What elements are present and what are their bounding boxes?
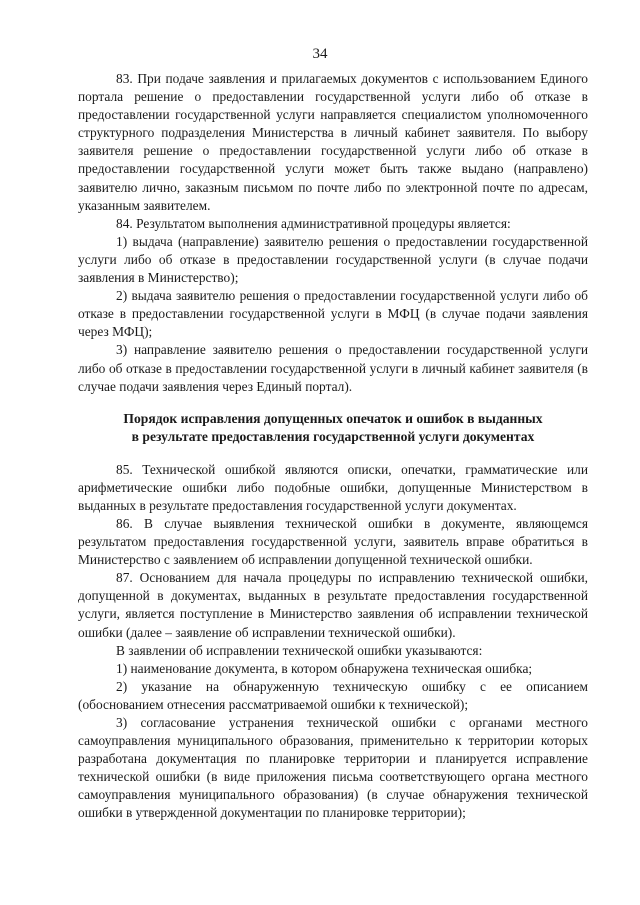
- paragraph-86: 86. В случае выявления технической ошибки в документе, являющемся результатом предоставления государственной услуги, заявитель вправе обратиться в Министерство с заявлением об исправлении допущенной технической ошибки.: [78, 515, 588, 568]
- paragraph-87-item-3: 3) согласование устранения технической ошибки с органами местного самоуправления муниципального образования, применительно к территории которых разработана документация по планировке территории и планируется исправление технической ошибки (в виде приложения письма соответствующего органа местного самоуправления муниципального образования) (в случае обнаружения технической ошибки в утвержденной документации по планировке территории);: [78, 715, 588, 821]
- section-heading-line-2: в результате предоставления государственной услуги документах: [131, 429, 535, 445]
- paragraph-84-item-1: 1) выдача (направление) заявителю решения о предоставлении государственной услуги либо об отказе в предоставлении государственной услуги (в случае подачи заявления в Министерство);: [78, 233, 588, 286]
- section-heading: [78, 410, 588, 447]
- paragraph-84: 84. Результатом выполнения административной процедуры является:: [116, 215, 511, 231]
- section-heading-line-1: Порядок исправления допущенных опечаток и ошибок в выданных: [123, 410, 543, 426]
- paragraph-87: 87. Основанием для начала процедуры по исправлению технической ошибки, допущенной в документах, выданных в результате предоставления государственной услуги, является поступление в Министерство заявления об исправлении технической ошибки (далее – заявление об исправлении технической ошибки).: [78, 570, 588, 640]
- paragraph-87-item-1: 1) наименование документа, в котором обнаружена техническая ошибка;: [116, 660, 533, 676]
- page-number: 34: [312, 46, 328, 62]
- paragraph-85: 85. Технической ошибкой являются описки, опечатки, грамматические или арифметические ошибки либо подобные ошибки, допущенные Министерством в выданных в результате предоставления государственной услуги документах.: [78, 461, 588, 513]
- paragraph-84-item-3: 3) направление заявителю решения о предоставлении государственной услуги либо об отказе в предоставлении государственной услуги в личный кабинет заявителя (в случае подачи заявления через Единый портал).: [78, 342, 588, 394]
- paragraph-84-item-2: 2) выдача заявителю решения о предоставлении государственной услуги либо об отказе в предоставлении государственной услуги в МФЦ (в случае подачи заявления через МФЦ);: [78, 288, 588, 340]
- paragraph-87-item-2: 2) указание на обнаруженную техническую ошибку с ее описанием (обоснованием отнесения рассматриваемой ошибки к технической);: [78, 678, 588, 712]
- paragraph-87-intro: В заявлении об исправлении технической ошибки указываются:: [116, 642, 483, 658]
- document-body: [78, 70, 588, 823]
- paragraph-83: 83. При подаче заявления и прилагаемых документов с использованием Единого портала решение о предоставлении государственной услуги либо об отказе в предоставлении государственной услуги направляется специалистом уполномоченного структурного подразделения Министерства в личный кабинет заявителя. По выбору заявителя решение о предоставлении государственной услуги либо об отказе в предоставлении государственной услуги может быть также выдано (направлено) заявителю лично, заказным письмом по почте либо по электронной почте по адресам, указанным заявителем.: [78, 71, 588, 213]
